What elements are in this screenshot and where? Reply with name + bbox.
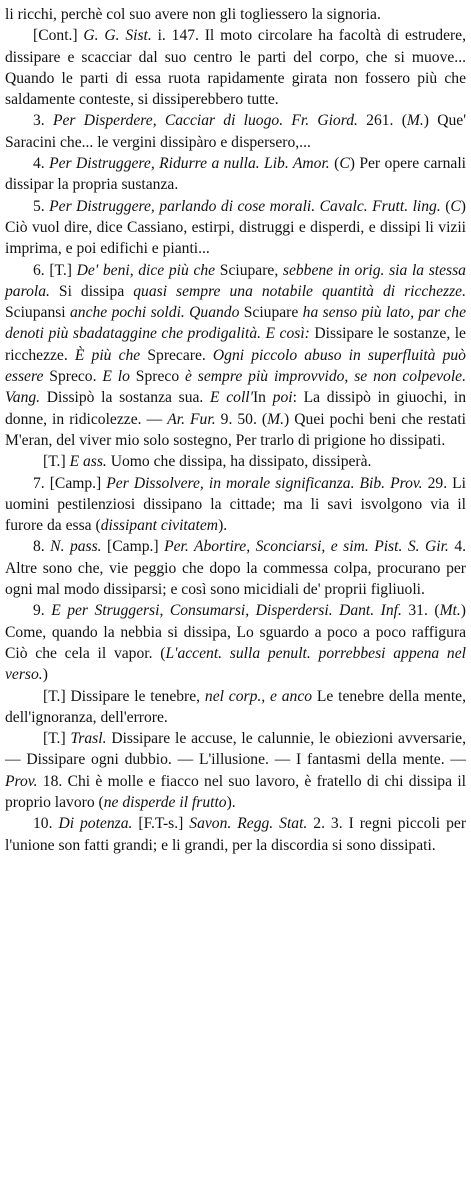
italic-text: C (450, 197, 461, 215)
italic-text: Per Distruggere, parlando di cose morali. Cavalc. Frutt. ling. (49, 197, 441, 215)
italic-text: E per Struggersi, Consumarsi, Disperdersi. Dant. Inf. (51, 602, 402, 620)
text-run: 6. [T.] (33, 261, 77, 279)
text-run: : La dissipò in giuochi, in donne, in ridicolezze. — (5, 389, 467, 428)
italic-text: L'accent. sulla penult. porrebbesi appena nel verso. (5, 644, 466, 684)
entry-paragraph-p12 (5, 813, 466, 856)
text-run: Dissipare le sostanze, le ricchezze. (5, 325, 466, 364)
text-run: ( (329, 155, 340, 173)
text-run: 261. ( (357, 112, 407, 130)
italic-text: Di potenza. (58, 815, 133, 833)
italic-text: quasi sempre una notabile quantità di ricchezze. (133, 282, 466, 300)
italic-text: Ogni piccolo abuso in superfluità può essere (5, 346, 466, 386)
text-run: Sprecare. (140, 346, 213, 364)
italic-text: nel corp., e anco (204, 687, 313, 705)
entry-paragraph-p8 (5, 536, 466, 600)
text-run: 18. Chi è molle e fiacco nel suo lavoro, è fratello di chi dissipa il proprio lavoro ( (5, 772, 466, 811)
entry-paragraph-p9 (5, 600, 466, 685)
text-run: 4. (33, 155, 50, 173)
text-run: Uomo che dissipa, ha dissipato, dissiperà. (106, 453, 372, 471)
text-run: Dissipò la sostanza sua. (40, 389, 211, 407)
text-run: 31. ( (401, 602, 440, 620)
text-run: 10. (33, 815, 59, 833)
italic-text: De' beni, dice più che (76, 261, 216, 279)
text-run: 9. (33, 602, 52, 620)
italic-text: E ass. (69, 453, 107, 471)
entry-paragraph-p10 (5, 686, 466, 729)
entry-paragraph-p11 (5, 728, 466, 813)
text-run: 3. (33, 112, 53, 130)
italic-text: M. (267, 410, 285, 428)
text-run: ) Quei pochi beni che restati M'eran, del viver mio solo sostegno, Per trarlo di prigione ho dissipati. (5, 410, 466, 449)
italic-text: Per Disperdere, Cacciar di luogo. Fr. Giord. (52, 112, 358, 130)
text-run: [Cont.] (33, 27, 84, 45)
entry-paragraph-p3 (5, 153, 466, 196)
italic-text: dissipant civitatem (100, 517, 219, 535)
text-run: [T.] (43, 453, 70, 471)
text-run: Spreco (129, 368, 185, 386)
italic-text: Prov. (5, 772, 38, 790)
text-run: 2. 3. I regni piccoli per l'unione son fatti grandi; e li grandi, per la discordia si sono dissipati. (5, 815, 467, 854)
italic-text: E lo (102, 368, 130, 386)
italic-text: G. G. Sist. (83, 27, 152, 45)
text-run: Spreco. (43, 368, 103, 386)
text-run: Sciupansi (5, 304, 70, 322)
text-run: 9. 50. ( (215, 410, 268, 428)
text-run: 7. [Camp.] (33, 474, 107, 492)
italic-text: Per Distruggere, Ridurre a nulla. Lib. Amor. (49, 155, 330, 173)
entry-paragraph-p0 (5, 4, 466, 25)
italic-text: E coll' (210, 389, 253, 407)
entry-paragraph-p5 (5, 260, 466, 452)
italic-text: Trasl. (70, 730, 107, 748)
italic-text: Per Dissolvere, in morale significanza. Bib. Prov. (106, 474, 423, 492)
text-run: In (252, 389, 273, 407)
italic-text: È più che (74, 346, 141, 364)
entry-paragraph-p2 (5, 110, 466, 153)
italic-text: Ar. Fur. (167, 410, 216, 428)
text-run: 5. (33, 197, 50, 215)
text-run: i. 147. Il moto circolare ha facoltà di estrudere, dissipare e scacciar dal suo centro le parti del corpo, che si muove... Quando le parti di essa ruota rapidamente girata non fossero più che saldamente conteste, si dissiperebbero tutte. (5, 27, 467, 109)
text-run: Le tenebre della mente, dell'ignoranza, dell'errore. (5, 687, 467, 726)
text-run: ) Per opere carnali dissipar la propria sustanza. (5, 155, 466, 194)
italic-text: M. (406, 112, 424, 130)
text-run: ) (42, 666, 48, 684)
text-run: ) Que' Saracini che... le vergini dissipàro e dispersero,... (5, 112, 467, 151)
italic-text: Savon. Regg. Stat. (189, 815, 308, 833)
text-run: ). (226, 793, 236, 811)
entry-paragraph-p7 (5, 473, 466, 537)
entry-paragraph-p6 (5, 451, 466, 472)
italic-text: C (339, 155, 350, 173)
text-run: [F.T-s.] (132, 815, 190, 833)
italic-text: Per. Abortire, Sconciarsi, e sim. Pist. S. Gir. (164, 538, 449, 556)
text-run: ) Ciò vuol dire, dice Cassiano, estirpi, distruggi e disperdi, e dissipi li vizii imprima, e poi edifichi e pianti... (5, 197, 466, 258)
text-run: ( (440, 197, 451, 215)
italic-text: è sempre più improvvido, se non colpevole. Vang. (5, 368, 466, 407)
italic-text: sebbene in orig. sia la stessa parola. (5, 261, 466, 300)
text-run: ) Come, quando la nebbia si dissipa, Lo sguardo a poco a poco raffigura Ciò che cela il vapor. ( (5, 602, 466, 662)
text-run: Sciupare (239, 304, 303, 322)
text-run: Si dissipa (49, 282, 134, 300)
text-run: 4. Altre sono che, vie peggio che dopo la commessa colpa, procurano per ogni mal modo dissiparsi; e così sono micidiali de' proprii figliuoli. (5, 538, 467, 599)
entry-paragraph-p4 (5, 196, 466, 260)
italic-text: ne disperde il frutto (103, 793, 227, 811)
text-run: [T.] (43, 730, 71, 748)
italic-text: poi (272, 389, 293, 407)
italic-text: ha senso più lato, par che denoti più sbadataggine che prodigalità. E così: (5, 304, 467, 343)
text-run: li ricchi, perchè col suo avere non gli togliessero la signoria. (5, 6, 381, 23)
text-run: 8. (33, 538, 51, 556)
text-run: [T.] Dissipare le tenebre, (43, 687, 205, 705)
text-run: Dissipare le accuse, le calunnie, le obiezioni avversarie, — Dissipare ogni dubbio. — L'illusione. — I fantasmi della mente. — (5, 730, 466, 769)
italic-text: anche pochi soldi. Quando (70, 304, 240, 322)
italic-text: N. pass. (50, 538, 102, 556)
text-run: [Camp.] (101, 538, 165, 556)
italic-text: Mt. (439, 602, 461, 620)
text-run: 29. Li uomini pestilenziosi dissipano la cittade; ma li savi isvolgono via il furore da essa ( (5, 474, 466, 535)
text-run: Sciupare, (215, 261, 283, 279)
entry-paragraph-p1 (5, 25, 466, 110)
text-run: ). (218, 517, 228, 535)
